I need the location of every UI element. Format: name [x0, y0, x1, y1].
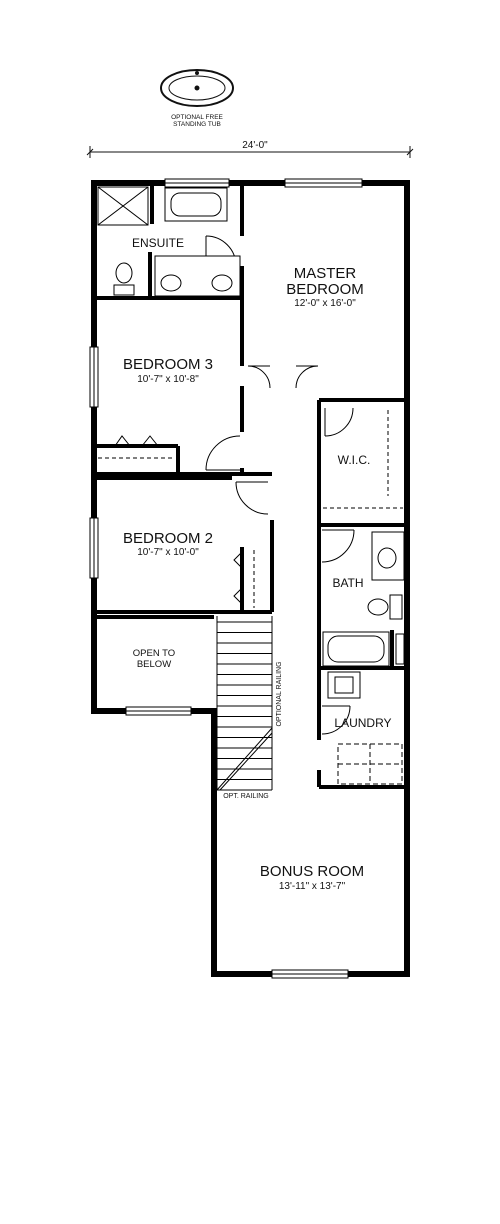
bedroom3-label: BEDROOM 3 — [122, 356, 213, 373]
bath-label: BATH — [332, 576, 364, 590]
open-to-below-label-line2: BELOW — [136, 659, 172, 670]
bonus-room-label: BONUS ROOM — [259, 863, 365, 880]
bonus-room-size: 13'-11" x 13'-7" — [278, 881, 346, 892]
optional-railing-note: OPTIONAL RAILING — [276, 661, 283, 727]
optional-tub-label-line2: STANDING TUB — [173, 121, 221, 128]
overall-width-label: 24'-0" — [242, 140, 268, 151]
opt-railing-note: OPT. RAILING — [223, 793, 269, 800]
staircase — [217, 616, 272, 790]
laundry-label: LAUNDRY — [334, 716, 392, 730]
master-bedroom-label-line1: MASTER — [293, 265, 357, 282]
master-bedroom-size: 12'-0" x 16'-0" — [294, 298, 356, 309]
bedroom2-size: 10'-7" x 10'-0" — [137, 547, 199, 558]
ensuite-label: ENSUITE — [131, 236, 184, 250]
bedroom2-label: BEDROOM 2 — [122, 530, 213, 547]
optional-tub-icon — [161, 70, 233, 106]
open-to-below-label-line1: OPEN TO — [132, 648, 176, 659]
wic-label: W.I.C. — [337, 453, 371, 467]
optional-tub-label-line1: OPTIONAL FREE — [171, 114, 223, 121]
master-bedroom-label-line2: BEDROOM — [286, 281, 364, 298]
bedroom3-size: 10'-7" x 10'-8" — [137, 374, 199, 385]
